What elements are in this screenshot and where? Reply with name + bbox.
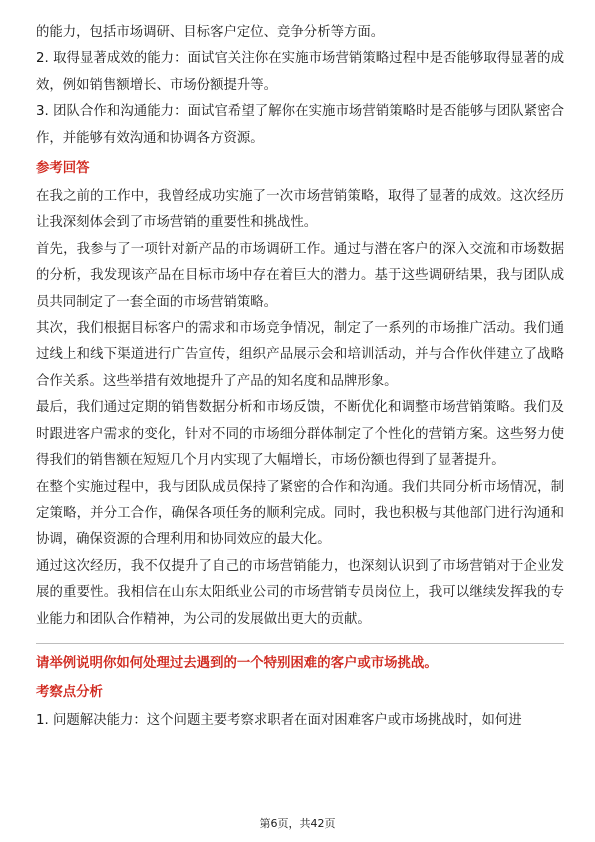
reference-answer-heading: 参考回答 <box>36 161 90 177</box>
intro-continuation: 的能力，包括市场调研、目标客户定位、竞争分析等方面。 <box>36 25 385 40</box>
answer-paragraph-4: 最后，我们通过定期的销售数据分析和市场反馈，不断优化和调整市场营销策略。我们及时跟进客户需求的变化，针对不同的市场细分群体制定了个性化的营销方案。这些努力使得我们的销售额在短短几个月内实现了大幅增长，市场份额也得到了显著提升。 <box>36 400 564 469</box>
analysis-heading: 考察点分析 <box>36 684 103 700</box>
criteria-item-3: 3. 团队合作和沟通能力：面试官希望了解你在实施市场营销策略时是否能够与团队紧密合作，并能够有效沟通和协调各方资源。 <box>36 104 564 146</box>
section-divider <box>36 643 564 644</box>
analysis-item-1: 1. 问题解决能力：这个问题主要考察求职者在面对困难客户或市场挑战时，如何进 <box>36 712 522 728</box>
criteria-item-2: 2. 取得显著成效的能力：面试官关注你在实施市场营销策略过程中是否能够取得显著的成效，例如销售额增长、市场份额提升等。 <box>36 51 564 93</box>
answer-paragraph-6: 通过这次经历，我不仅提升了自己的市场营销能力，也深刻认识到了市场营销对于企业发展的重要性。我相信在山东太阳纸业公司的市场营销专员岗位上，我可以继续发挥我的专业能力和团队合作精神，为公司的发展做出更大的贡献。 <box>36 558 564 627</box>
answer-paragraph-3: 其次，我们根据目标客户的需求和市场竞争情况，制定了一系列的市场推广活动。我们通过线上和线下渠道进行广告宣传，组织产品展示会和培训活动，并与合作伙伴建立了战略合作关系。这些举措有效地提升了产品的知名度和品牌形象。 <box>36 321 564 389</box>
page-number: 第6页，共42页 <box>259 817 336 830</box>
answer-paragraph-1: 在我之前的工作中，我曾经成功实施了一次市场营销策略，取得了显著的成效。这次经历让我深刻体会到了市场营销的重要性和挑战性。 <box>36 189 564 231</box>
interview-question: 请举例说明你如何处理过去遇到的一个特别困难的客户或市场挑战。 <box>36 655 438 671</box>
answer-paragraph-5: 在整个实施过程中，我与团队成员保持了紧密的合作和沟通。我们共同分析市场情况，制定策略，并分工合作，确保各项任务的顺利完成。同时，我也积极与其他部门进行沟通和协调，确保资源的合理利用和协同效应的最大化。 <box>36 479 564 548</box>
answer-paragraph-2: 首先，我参与了一项针对新产品的市场调研工作。通过与潜在客户的深入交流和市场数据的分析，我发现该产品在目标市场中存在着巨大的潜力。基于这些调研结果，我与团队成员共同制定了一套全面的市场营销策略。 <box>36 241 564 310</box>
page-content <box>36 20 564 734</box>
